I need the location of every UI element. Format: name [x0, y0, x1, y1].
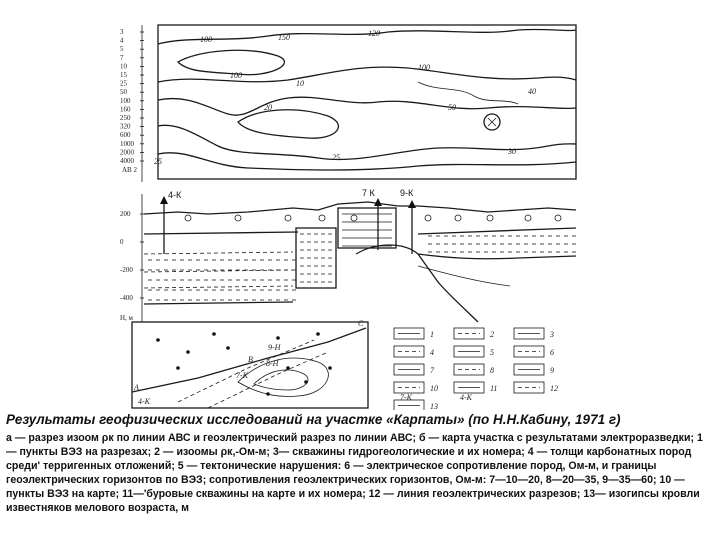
isoom-label: 40 — [528, 87, 536, 96]
map-label-a: A — [134, 383, 139, 392]
depth-tick-label: 320 — [120, 122, 131, 131]
legend-number: 1 — [430, 330, 434, 339]
isoom-label: 30 — [508, 147, 516, 156]
depth-tick-label: 15 — [120, 71, 127, 79]
well-label-4k: 4-К — [168, 190, 182, 200]
legend-number: 5 — [490, 348, 494, 357]
map-ves-dot — [304, 380, 308, 384]
ves-point — [351, 215, 357, 221]
map-label-7k: 7-К — [236, 371, 248, 380]
map-ves-dot — [176, 366, 180, 370]
geophysics-figure — [118, 22, 580, 410]
ab-label-a: AB 2 — [122, 166, 137, 174]
isoom-label: 100 — [418, 63, 430, 72]
ves-point — [525, 215, 531, 221]
legend-number: 8 — [490, 366, 494, 375]
ves-point — [285, 215, 291, 221]
legend-sample-label: 7-К — [400, 393, 412, 402]
section-depth-label: -400 — [120, 294, 133, 302]
depth-tick-label: 160 — [120, 105, 131, 114]
isoom-label: 20 — [264, 103, 272, 112]
map-label-b: B — [248, 355, 253, 364]
isoom-label: 25 — [332, 153, 340, 162]
depth-tick-label: 250 — [120, 114, 131, 122]
legend-number: 13 — [430, 402, 438, 410]
section-depth-label: -200 — [120, 266, 133, 274]
depth-tick-label: 10 — [120, 62, 127, 71]
ves-point — [425, 215, 431, 221]
section-depth-label: 200 — [120, 210, 131, 218]
isoom-label: 10 — [296, 79, 304, 88]
section-depth-label: 0 — [120, 238, 124, 246]
map-ves-dot — [276, 336, 280, 340]
legend-number: 4 — [430, 348, 434, 357]
map-ves-dot — [316, 332, 320, 336]
map-ves-dot — [328, 366, 332, 370]
legend-number: 2 — [490, 330, 494, 339]
map-label-c: C — [358, 319, 364, 328]
legend-number: 9 — [550, 366, 554, 375]
legend-number: 7 — [430, 366, 434, 375]
legend-number: 3 — [550, 330, 554, 339]
legend-number: 6 — [550, 348, 554, 357]
depth-tick-label: 25 — [120, 79, 127, 88]
site-map-panel — [132, 319, 368, 408]
depth-unit-mid: Н, м — [120, 314, 133, 322]
ves-point — [487, 215, 493, 221]
caption-title: Результаты геофизических исследований на участке «Карпаты» (по Н.Н.Кабину, 1971 г) — [6, 412, 621, 427]
legend-panel — [394, 328, 558, 410]
depth-tick-label: 4 — [120, 36, 124, 45]
depth-tick-label: 5 — [120, 45, 124, 54]
depth-tick-label: 7 — [120, 53, 124, 62]
isoom-label: 25 — [154, 157, 162, 166]
isoom-label: 100 — [230, 71, 242, 80]
depth-tick-label: 4000 — [120, 157, 134, 165]
isoom-label: 150 — [278, 33, 290, 42]
legend-number: 12 — [550, 384, 558, 393]
depth-tick-label: 1000 — [120, 139, 134, 148]
depth-tick-label: 100 — [120, 96, 131, 105]
isoom-label: 120 — [368, 29, 380, 38]
map-ves-dot — [286, 366, 290, 370]
well-label-7k: 7 К — [362, 188, 375, 198]
ves-point — [235, 215, 241, 221]
well-label-9k: 9-К — [400, 188, 414, 198]
figure-drawing — [118, 22, 580, 410]
ves-point — [455, 215, 461, 221]
ves-point — [555, 215, 561, 221]
map-label-8n: 8-Н — [266, 359, 279, 368]
isoom-section-panel — [120, 25, 576, 182]
depth-tick-label: 3 — [120, 28, 124, 36]
depth-tick-label: 2000 — [120, 148, 134, 157]
depth-tick-label: 50 — [120, 88, 127, 97]
isoom-label: 100 — [200, 35, 212, 44]
geoelectric-section-panel — [120, 188, 576, 322]
map-label-4k: 4-К — [138, 397, 150, 406]
figure-caption — [6, 412, 714, 515]
depth-tick-label: 600 — [120, 131, 131, 140]
map-ves-dot — [156, 338, 160, 342]
legend-number: 10 — [430, 384, 438, 393]
map-ves-dot — [266, 392, 270, 396]
ves-point — [185, 215, 191, 221]
ves-point — [319, 215, 325, 221]
map-ves-dot — [212, 332, 216, 336]
map-label-9n: 9-Н — [268, 343, 281, 352]
legend-number: 11 — [490, 384, 498, 393]
map-ves-dot — [186, 350, 190, 354]
legend-sample-label: 4-К — [460, 393, 472, 402]
isoom-label: 50 — [448, 103, 456, 112]
caption-body: а — разрез изоом ρк по линии АВС и геоэлектрический разрез по линии АВС; б — карта участка с результатами электроразведки; 1 — пункты ВЭЗ на разрезах; 2 — изоомы ρк,-Ом-м; 3— скважины гидрогеологические и их номера; 4 — толщи карбонатных пород среди' терригенных отложений; 5 — тектонические нарушения: 6 — электрическое сопротивление пород, Ом-м, и границы геоэлектрических горизонтов по ВЭЗ; сопротивления геоэлектрических горизонтов, Ом-м: 7—10—20, 8—20—35, 9—35—60; 10 — пункты ВЭЗ на карте; 11—'буровые скважины на карте и их номера; 12 — линия геоэлектрических разрезов; 13— изогипсы кровли известняков мелового возраста, м — [6, 432, 703, 514]
map-ves-dot — [226, 346, 230, 350]
